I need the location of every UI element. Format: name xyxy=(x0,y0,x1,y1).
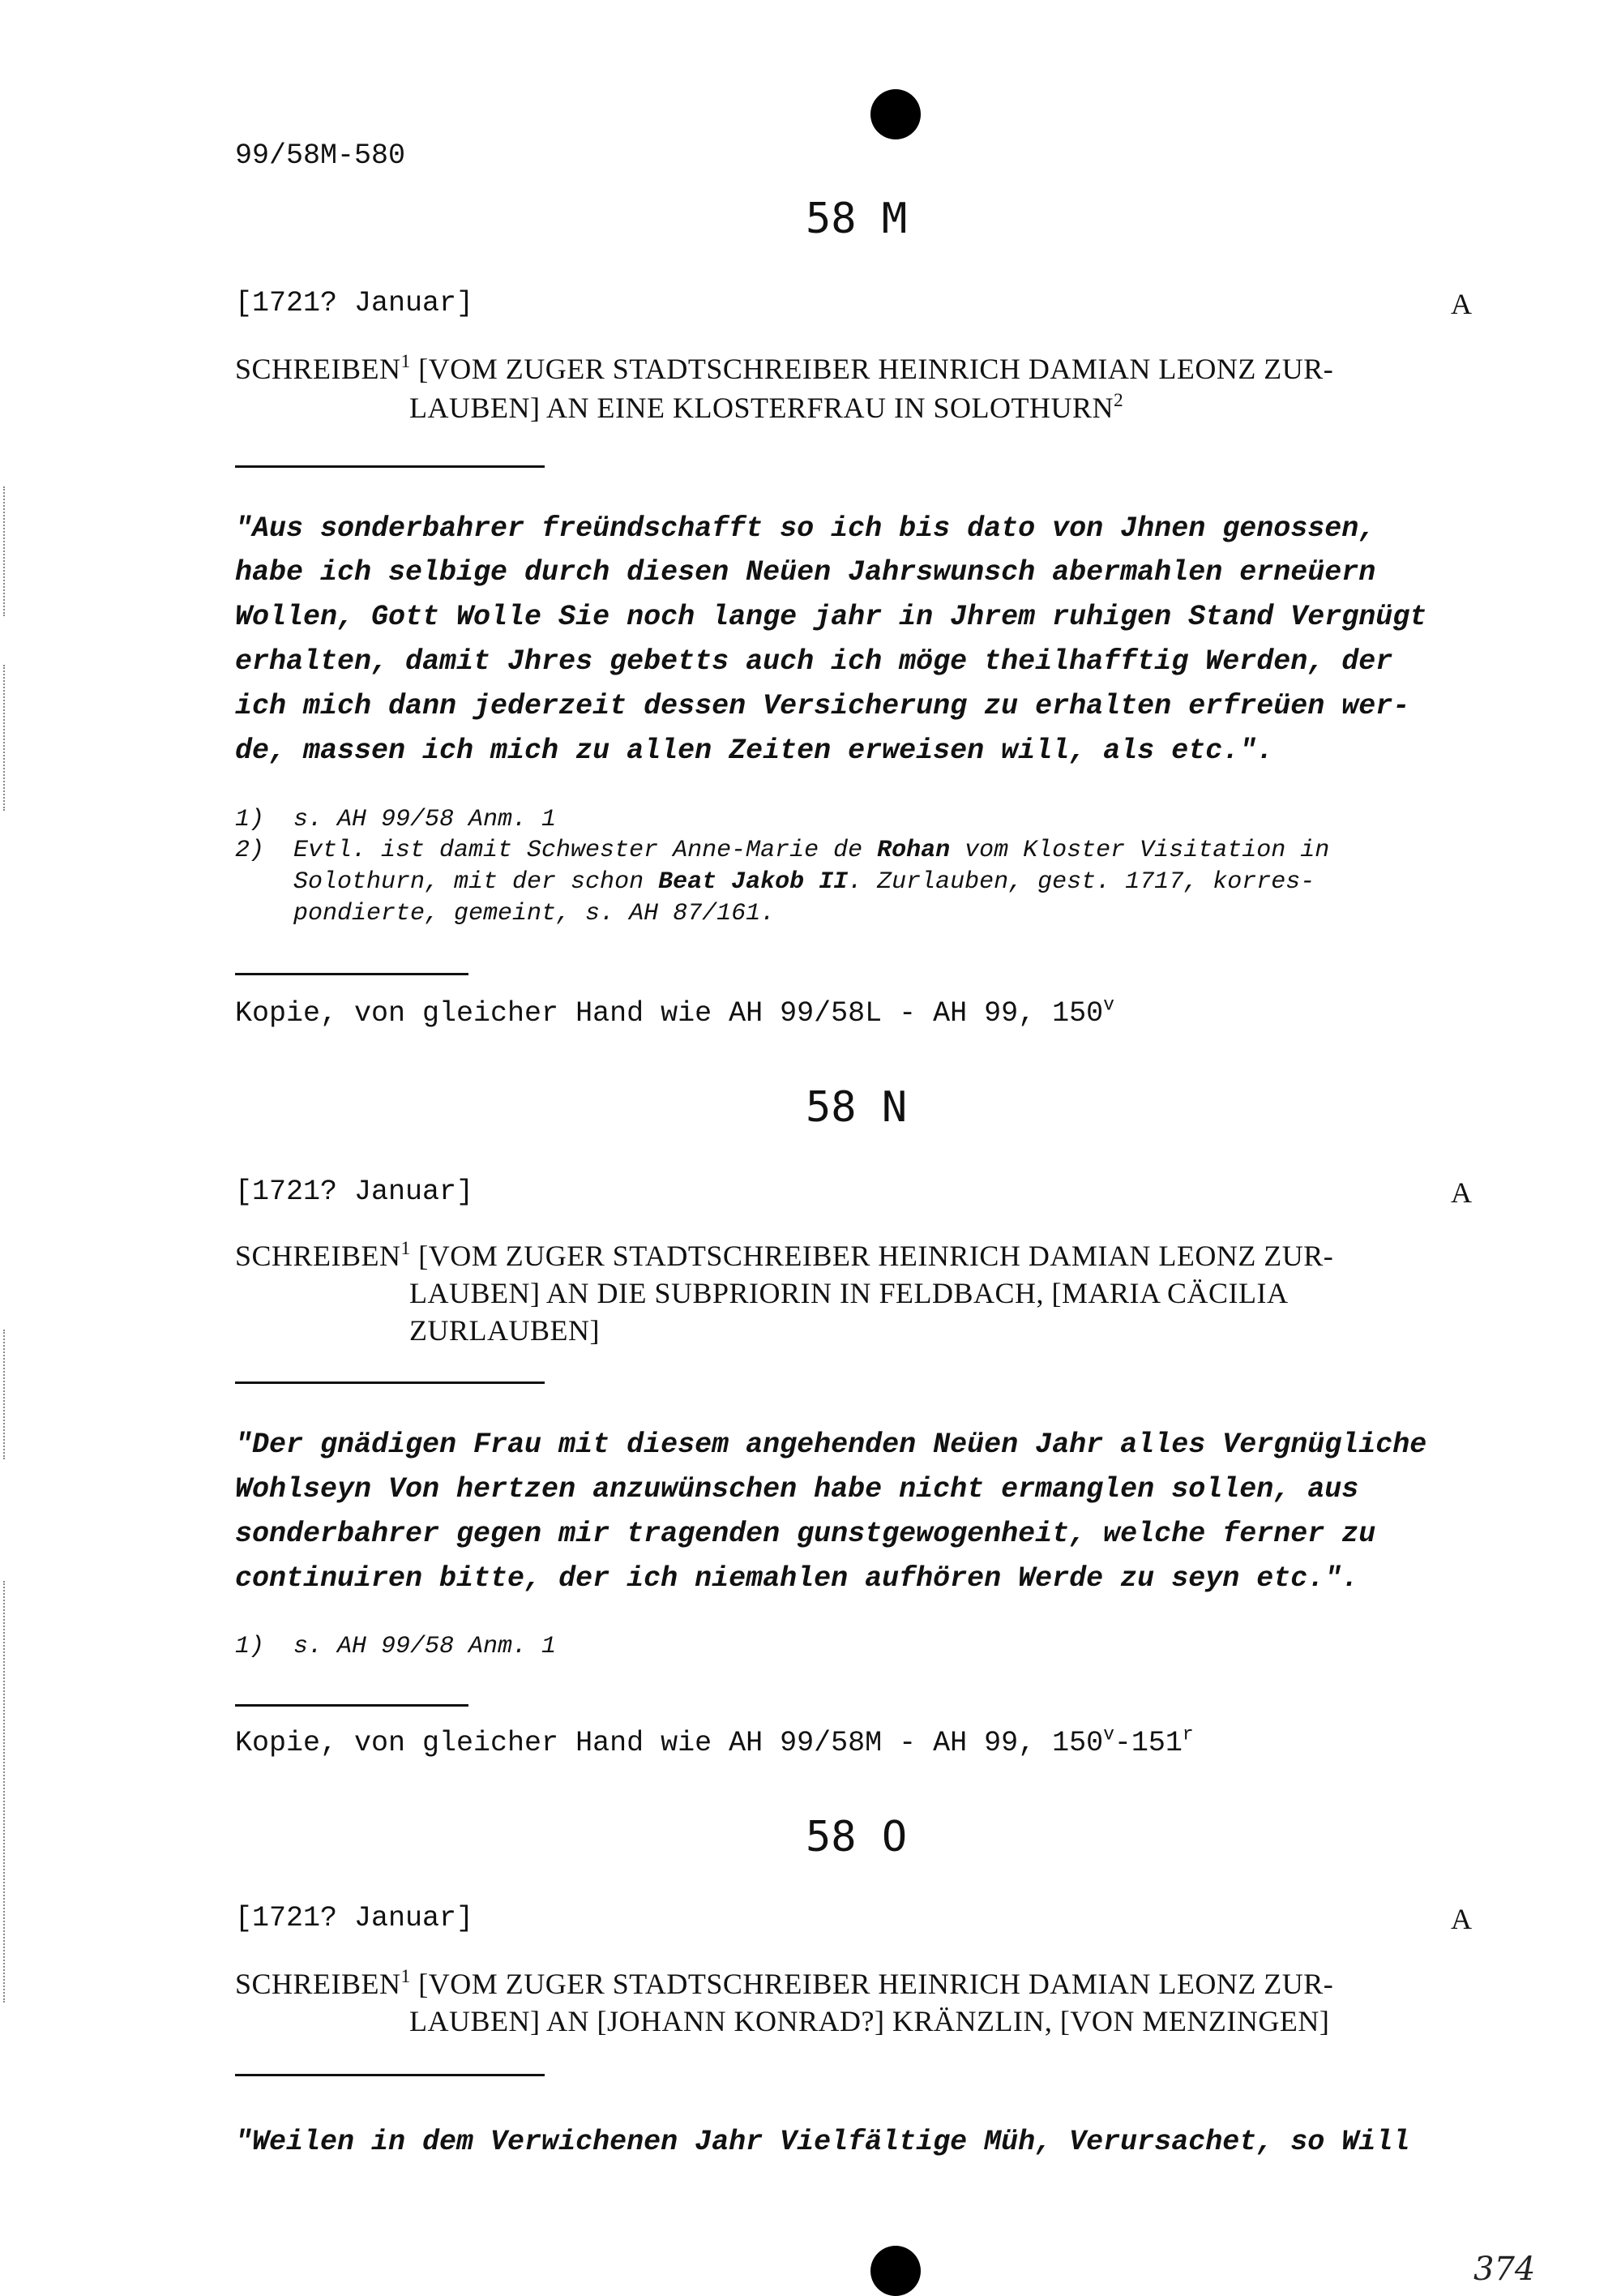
quote-line: ich mich dann jederzeit dessen Versicherung zu erhalten erfreüen wer- xyxy=(235,690,1410,722)
title-word: SCHREIBEN xyxy=(235,1240,401,1272)
divider xyxy=(235,973,468,975)
folio-side: v xyxy=(1103,1724,1114,1746)
footnote-part: vom Kloster Visitation in xyxy=(950,837,1330,864)
footnote-text: s. AH 99/58 Anm. 1 xyxy=(293,806,557,833)
footnote-ref: 1 xyxy=(400,1237,411,1259)
footnote-name: Beat Jakob II xyxy=(658,868,849,896)
entry-number: 58 O xyxy=(806,1813,908,1861)
title-text: [VOM ZUGER STADTSCHREIBER HEINRICH DAMIAN LEONZ ZUR- xyxy=(410,353,1334,385)
source-text: Kopie, von gleicher Hand wie AH 99/58M - AH 99, 150 xyxy=(235,1727,1104,1759)
entry-number: 58 M xyxy=(806,195,908,243)
scan-edge-mark xyxy=(3,665,11,811)
source-line xyxy=(235,1724,1194,1759)
quote-line: "Der gnädigen Frau mit diesem angehenden Neüen Jahr alles Vergnügliche xyxy=(235,1429,1427,1461)
folio-side: r xyxy=(1182,1724,1194,1746)
quote-line: "Aus sonderbahrer freündschafft so ich bis dato von Jhnen genossen, xyxy=(235,512,1376,545)
footnote-number: 1) xyxy=(235,806,265,833)
footnote-part: . Zurlauben, gest. 1717, korres- xyxy=(848,868,1315,896)
divider xyxy=(235,1704,468,1707)
footnote-number: 2) xyxy=(235,837,265,864)
entry-letter: A xyxy=(1451,1176,1472,1209)
punch-hole-top xyxy=(870,89,921,139)
title-text: [VOM ZUGER STADTSCHREIBER HEINRICH DAMIAN LEONZ ZUR- xyxy=(410,1240,1334,1272)
quote-line: Wollen, Gott Wolle Sie noch lange jahr in Jhrem ruhigen Stand Vergnügt xyxy=(235,601,1427,633)
footnote-name: Rohan xyxy=(877,837,951,864)
quote-line: continuiren bitte, der ich niemahlen aufhören Werde zu seyn etc.". xyxy=(235,1562,1359,1595)
entry-date: [1721? Januar] xyxy=(235,1176,474,1208)
quote-line: Wohlseyn Von hertzen anzuwünschen habe nicht ermanglen sollen, aus xyxy=(235,1473,1359,1506)
quote-line: sonderbahrer gegen mir tragenden gunstgewogenheit, welche ferner zu xyxy=(235,1518,1376,1550)
page-number-handwritten: 374 xyxy=(1473,2251,1536,2288)
source-text: -151 xyxy=(1114,1727,1183,1759)
title-text: LAUBEN] AN EINE KLOSTERFRAU IN SOLOTHURN xyxy=(409,392,1114,424)
quote-line: erhalten, damit Jhres gebetts auch ich möge theilhafftig Werden, der xyxy=(235,645,1393,678)
source-text: Kopie, von gleicher Hand wie AH 99/58L - AH 99, 150 xyxy=(235,997,1104,1030)
entry-date: [1721? Januar] xyxy=(235,1902,474,1934)
scan-edge-mark xyxy=(3,1581,11,2003)
entry-title xyxy=(235,1239,1333,1273)
footnote-text xyxy=(293,868,1315,896)
footnote-text: pondierte, gemeint, s. AH 87/161. xyxy=(293,900,776,927)
entry-title-continued xyxy=(409,391,1123,425)
title-word: SCHREIBEN xyxy=(235,353,401,385)
quote-line: "Weilen in dem Verwichenen Jahr Vielfältige Müh, Verursachet, so Will xyxy=(235,2126,1410,2158)
title-word: SCHREIBEN xyxy=(235,1968,401,2000)
scan-edge-mark xyxy=(3,1330,11,1459)
footnote-text xyxy=(293,837,1329,864)
scan-edge-mark xyxy=(3,486,11,616)
source-line xyxy=(235,994,1114,1030)
entry-title-continued: ZURLAUBEN] xyxy=(409,1314,600,1347)
entry-title-continued: LAUBEN] AN DIE SUBPRIORIN IN FELDBACH, [MARIA CÄCILIA xyxy=(409,1277,1289,1309)
quote-line: de, massen ich mich zu allen Zeiten erweisen will, als etc.". xyxy=(235,735,1274,767)
entry-date: [1721? Januar] xyxy=(235,287,474,319)
entry-title-continued: LAUBEN] AN [JOHANN KONRAD?] KRÄNZLIN, [VON MENZINGEN] xyxy=(409,2005,1330,2037)
divider xyxy=(235,465,545,468)
entry-number: 58 N xyxy=(806,1083,908,1132)
footnote-part: Solothurn, mit der schon xyxy=(293,868,659,896)
footnote-part: Evtl. ist damit Schwester Anne-Marie de xyxy=(293,837,878,864)
footnote-ref: 2 xyxy=(1113,389,1124,411)
quote-line: habe ich selbige durch diesen Neüen Jahrswunsch abermahlen erneüern xyxy=(235,556,1376,589)
footnote-text: s. AH 99/58 Anm. 1 xyxy=(293,1633,557,1660)
footnote-number: 1) xyxy=(235,1633,265,1660)
document-reference: 99/58M-580 xyxy=(235,139,406,172)
footnote-ref: 1 xyxy=(400,350,411,372)
divider xyxy=(235,2074,545,2076)
entry-title xyxy=(235,1967,1333,2001)
entry-title xyxy=(235,352,1333,386)
entry-letter: A xyxy=(1451,288,1472,320)
title-text: [VOM ZUGER STADTSCHREIBER HEINRICH DAMIAN LEONZ ZUR- xyxy=(410,1968,1334,2000)
punch-hole-bottom xyxy=(870,2246,921,2296)
footnote-ref: 1 xyxy=(400,1965,411,1987)
entry-letter: A xyxy=(1451,1903,1472,1935)
divider xyxy=(235,1381,545,1384)
folio-side: v xyxy=(1103,994,1114,1016)
